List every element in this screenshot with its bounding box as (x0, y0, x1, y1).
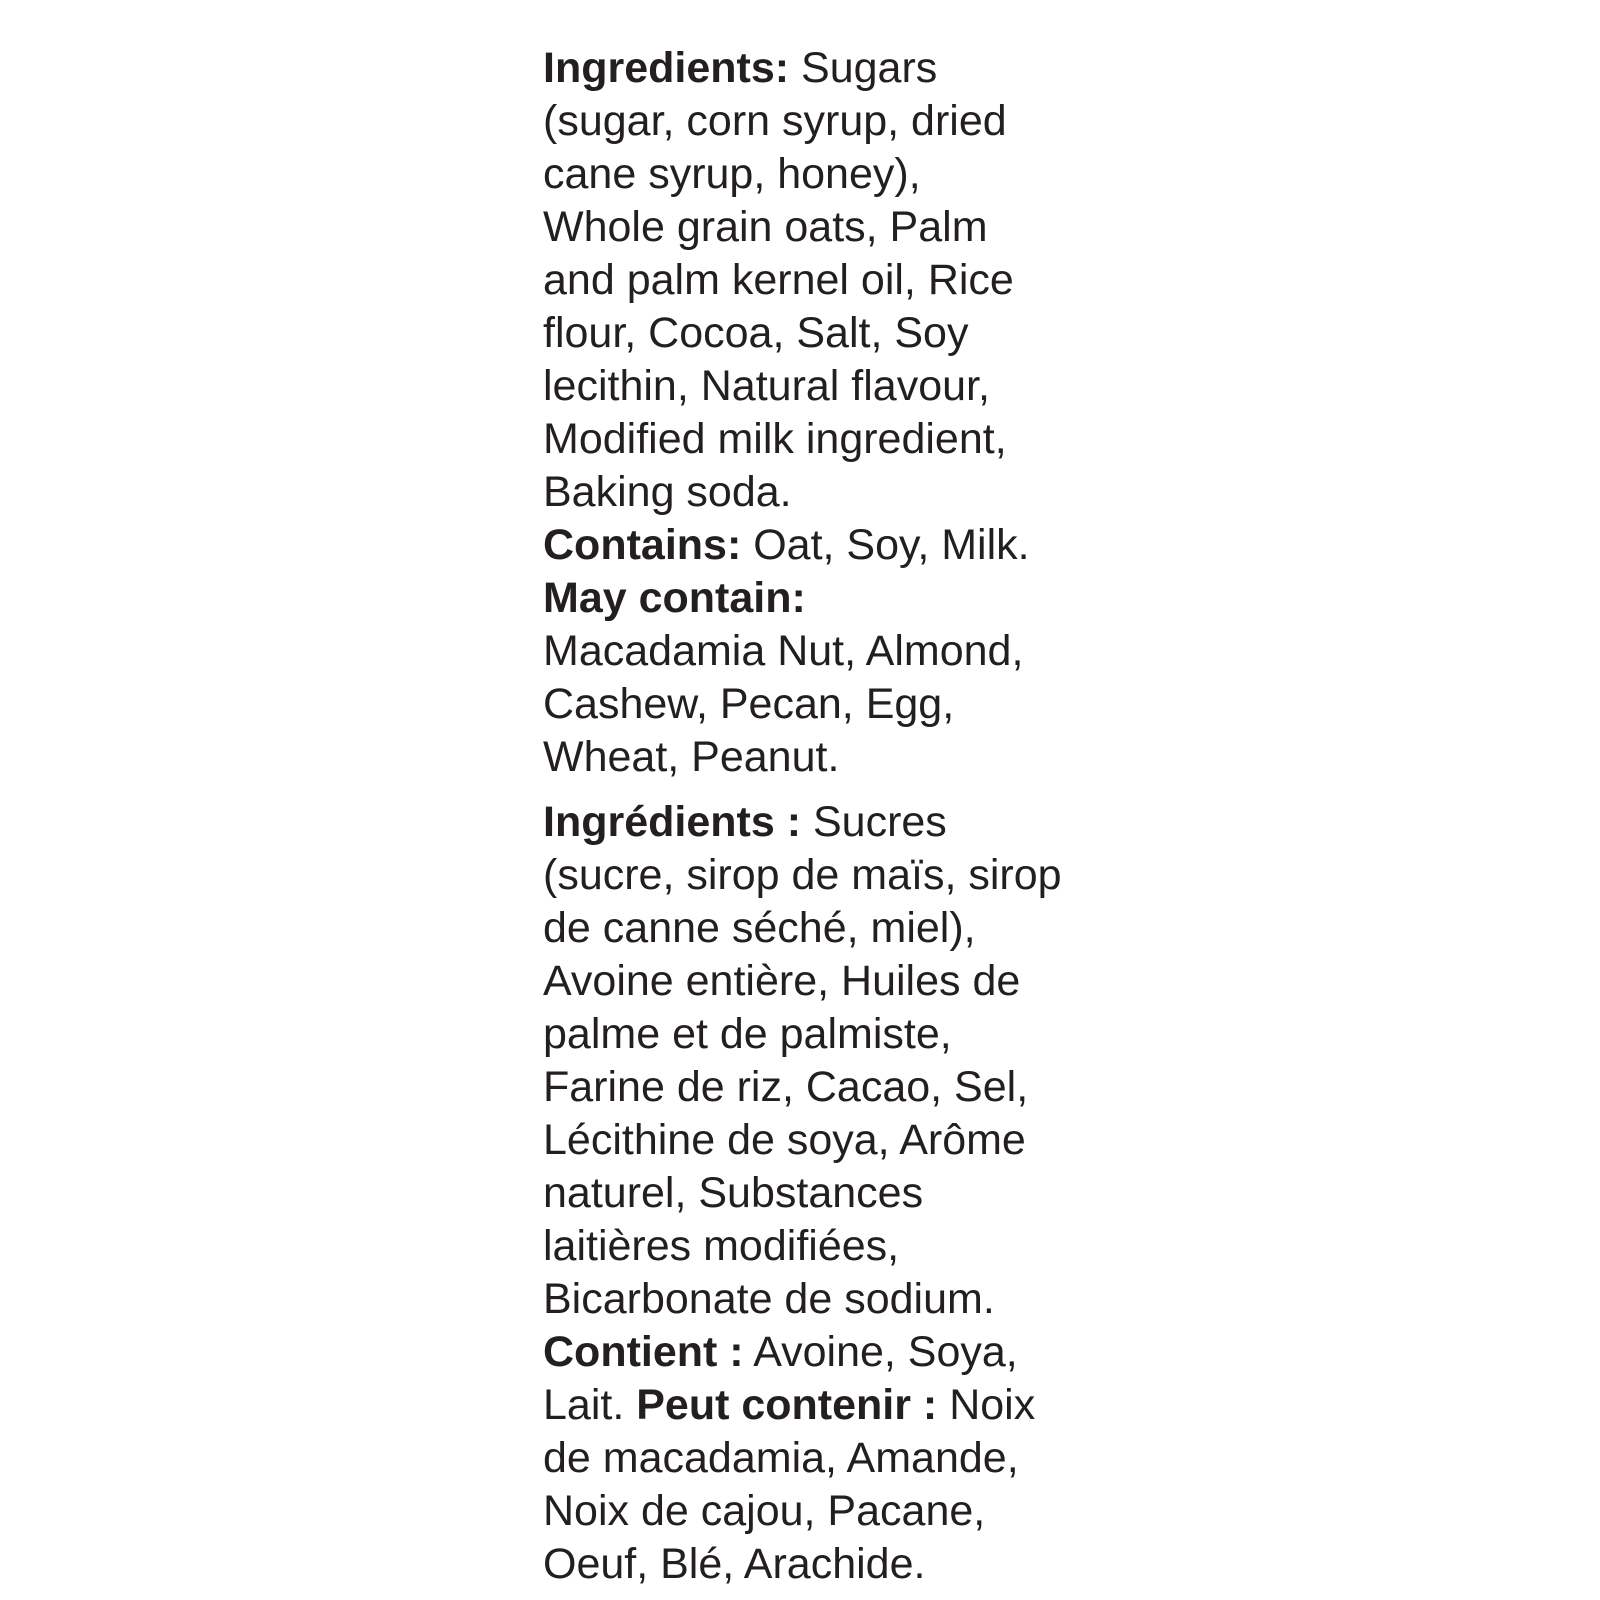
french-ingredients-block (543, 796, 1103, 1591)
ingredient-label (543, 42, 1103, 1591)
ingredients-text-fr: Sucres (801, 798, 947, 846)
ingredients-text-fr: naturel, Substances (543, 1169, 924, 1217)
ingredients-heading-fr: Ingrédients : (543, 798, 802, 846)
ingredients-text-fr: (sucre, sirop de maïs, sirop (543, 851, 1062, 899)
section-gap (543, 784, 1103, 796)
peut-contenir-text: de macadamia, Amande, (543, 1434, 1019, 1482)
peut-contenir-text: Noix de cajou, Pacane, (543, 1487, 986, 1535)
may-contain-heading: May contain: (543, 574, 806, 622)
ingredients-text: (sugar, corn syrup, dried (543, 97, 1007, 145)
ingredients-text-fr: laitières modifiées, (543, 1222, 900, 1270)
contient-line (543, 1326, 1103, 1379)
ingredients-text: Baking soda. (543, 468, 792, 516)
ingredients-text: lecithin, Natural flavour, (543, 362, 990, 410)
peut-contenir-text: Oeuf, Blé, Arachide. (543, 1540, 926, 1588)
contient-peut-contenir-line (543, 1379, 1103, 1432)
ingredients-heading: Ingredients: (543, 44, 790, 92)
ingredients-text-fr: de canne séché, miel), (543, 904, 976, 952)
ingredients-line-fr (543, 796, 1103, 849)
contains-line (543, 519, 1103, 572)
ingredients-text: Sugars (789, 44, 938, 92)
contains-heading: Contains: (543, 521, 742, 569)
ingredients-text: cane syrup, honey), (543, 150, 921, 198)
may-contain-text: Wheat, Peanut. (543, 733, 840, 781)
contient-text: Lait. (543, 1381, 637, 1429)
ingredients-text-fr: palme et de palmiste, (543, 1010, 952, 1058)
english-ingredients-block (543, 42, 1103, 784)
ingredients-text-fr: Lécithine de soya, Arôme (543, 1116, 1026, 1164)
contient-heading: Contient : (543, 1328, 744, 1376)
ingredients-text: flour, Cocoa, Salt, Soy (543, 309, 969, 357)
peut-contenir-heading: Peut contenir : (636, 1381, 938, 1429)
contient-text: Avoine, Soya, (743, 1328, 1018, 1376)
ingredients-text-fr: Bicarbonate de sodium. (543, 1275, 995, 1323)
ingredients-text: Modified milk ingredient, (543, 415, 1007, 463)
may-contain-text: Macadamia Nut, Almond, (543, 627, 1024, 675)
peut-contenir-text: Noix (937, 1381, 1036, 1429)
ingredients-text: and palm kernel oil, Rice (543, 256, 1014, 304)
ingredients-text-fr: Avoine entière, Huiles de (543, 957, 1021, 1005)
ingredients-line (543, 42, 1103, 95)
contains-text: Oat, Soy, Milk. (741, 521, 1030, 569)
ingredients-text: Whole grain oats, Palm (543, 203, 988, 251)
may-contain-text: Cashew, Pecan, Egg, (543, 680, 955, 728)
ingredients-text-fr: Farine de riz, Cacao, Sel, (543, 1063, 1029, 1111)
